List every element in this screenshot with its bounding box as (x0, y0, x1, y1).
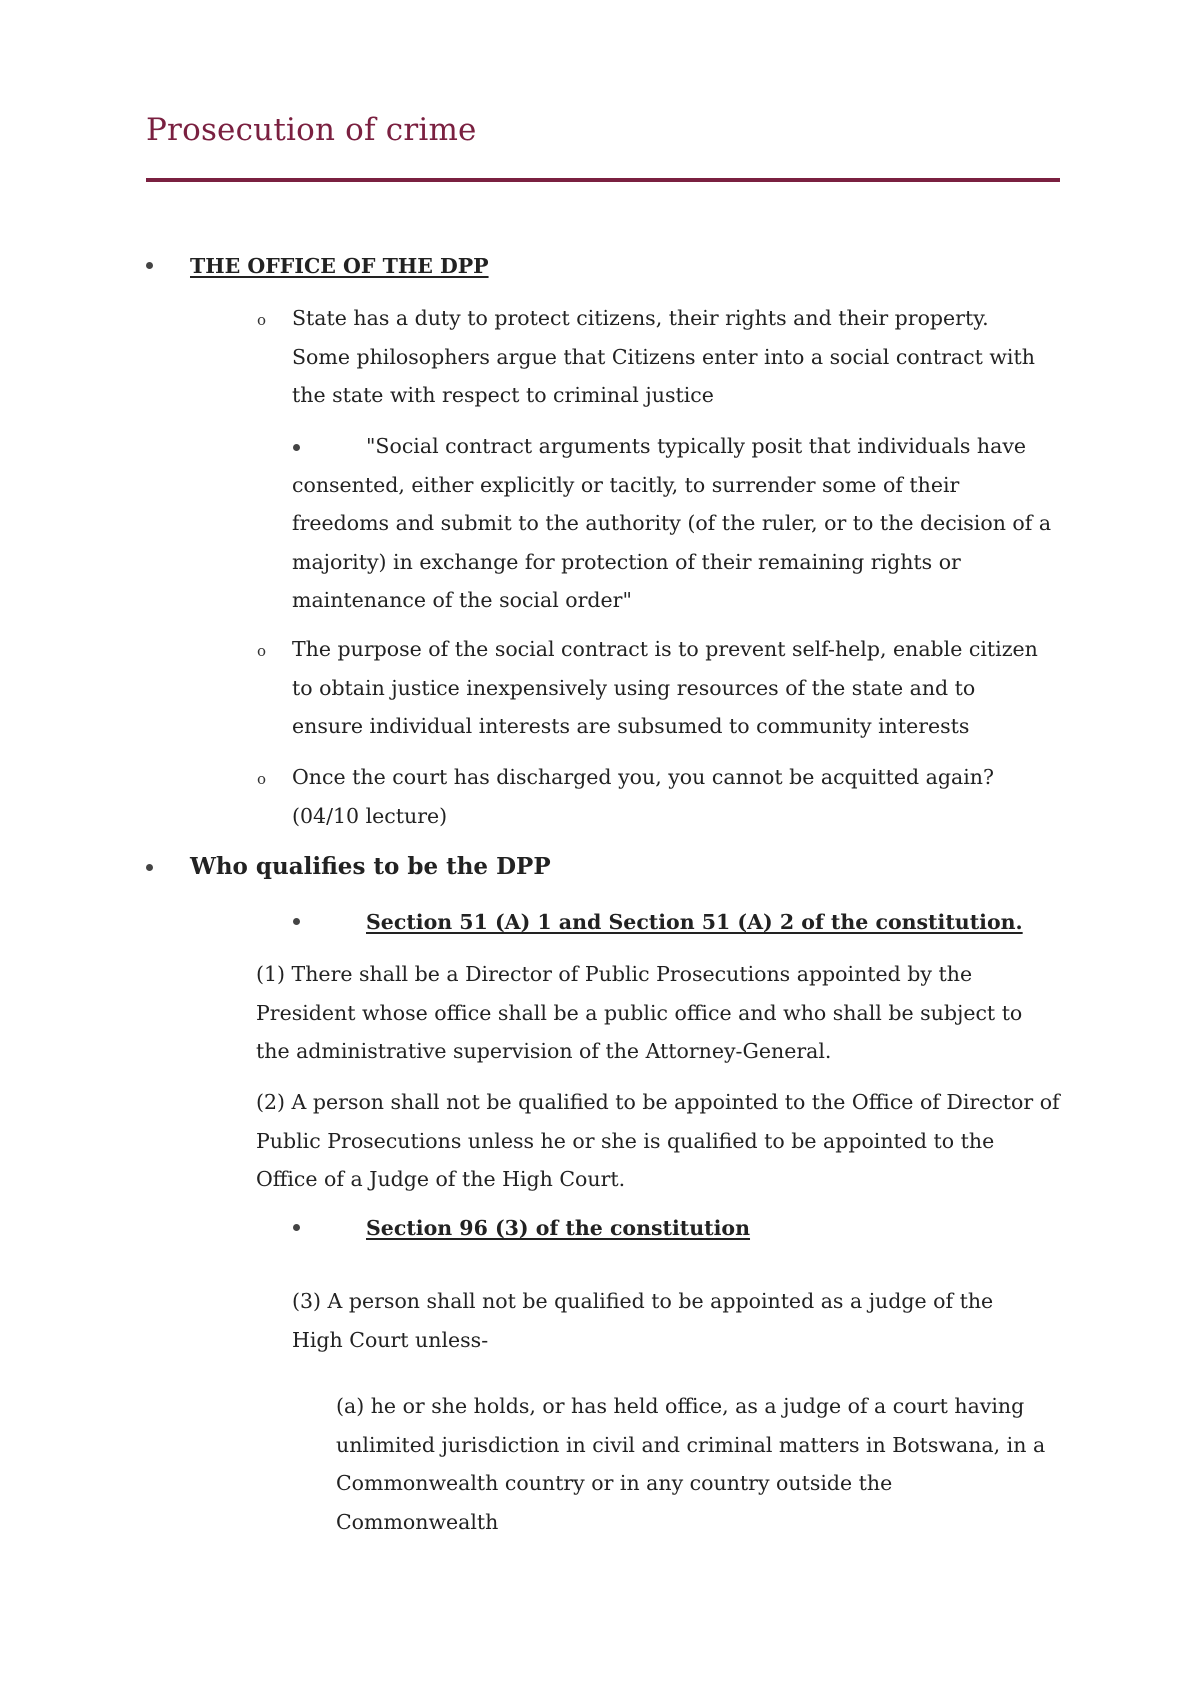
bullet-icon (293, 1224, 300, 1231)
bullet-icon (146, 864, 153, 871)
bullet-icon (293, 918, 300, 925)
circle-bullet-icon: o (257, 311, 267, 329)
circle-bullet-icon: o (257, 642, 267, 660)
section-heading-dpp-office: THE OFFICE OF THE DPP (190, 254, 489, 278)
circle-bullet-icon: o (257, 770, 267, 788)
dpp-office-point-1: State has a duty to protect citizens, their rights and their property. Some philosophers argue that Citizens enter into a social contract with the state with respect to criminal justice (292, 306, 1035, 407)
bullet-icon (146, 262, 153, 269)
clause-3: (3) A person shall not be qualified to be appointed as a judge of the High Court unless- (292, 1289, 994, 1352)
subheading-section-96: Section 96 (3) of the constitution (366, 1216, 751, 1240)
clause-2: (2) A person shall not be qualified to be appointed to the Office of Director of Public Prosecutions unless he or she is qualified to be appointed to the Office of a Judge of the High Court. (256, 1090, 1060, 1191)
title-underline-rule (146, 178, 1060, 182)
clause-1: (1) There shall be a Director of Public Prosecutions appointed by the President whose office shall be a public office and who shall be subject to the administrative supervision of the Attorney-General. (256, 962, 1023, 1063)
subheading-section-51: Section 51 (A) 1 and Section 51 (A) 2 of the constitution. (366, 910, 1023, 934)
dpp-office-point-2: The purpose of the social contract is to prevent self-help, enable citizen to obtain justice inexpensively using resources of the state and to ensure individual interests are subsumed to community interests (292, 637, 1038, 738)
document-title: Prosecution of crime (146, 112, 477, 148)
dpp-office-point-3: Once the court has discharged you, you cannot be acquitted again? (04/10 lecture) (292, 765, 994, 828)
clause-3a: (a) he or she holds, or has held office, as a judge of a court having unlimited jurisdiction in civil and criminal matters in Botswana, in a Commonwealth country or in any country outside the Commonwealth (336, 1394, 1046, 1534)
section-heading-who-qualifies: Who qualifies to be the DPP (190, 853, 551, 880)
social-contract-quote: "Social contract arguments typically posit that individuals have consented, either explicitly or tacitly, to surrender some of their freedoms and submit to the authority (of the ruler, or to the decision of a majority) in exchange for protection of their remaining rights or maintenance of the social order" (292, 434, 1052, 612)
